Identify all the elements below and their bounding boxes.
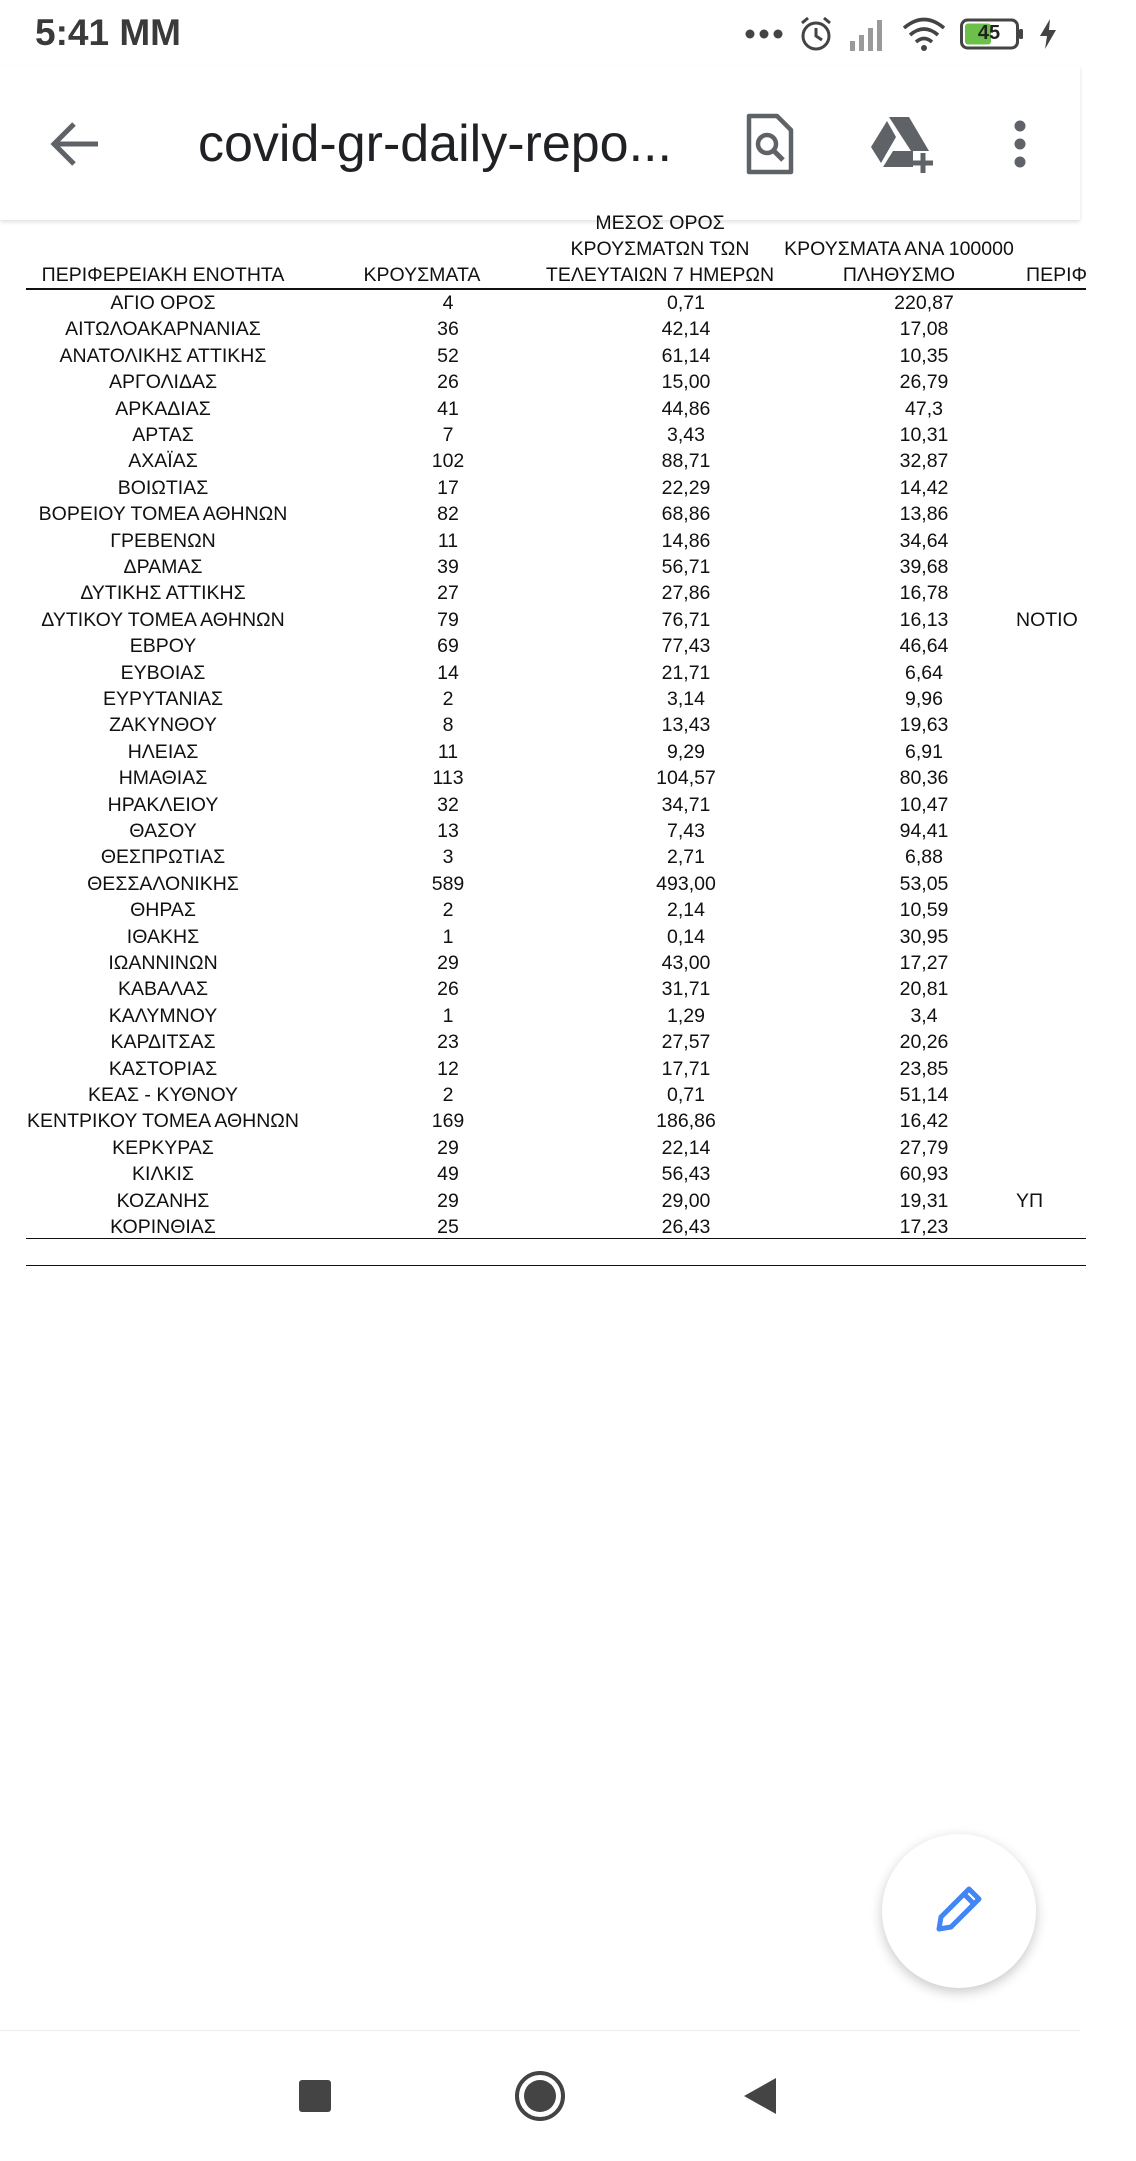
cases-cell: 169 (431, 1110, 465, 1133)
table-row (26, 1003, 1086, 1029)
edit-fab-button[interactable] (882, 1834, 1036, 1988)
table-row (26, 1082, 1086, 1108)
table-row (26, 976, 1086, 1002)
avg-cell: 68,86 (661, 503, 711, 526)
cases-cell: 29 (437, 1136, 459, 1159)
region-cell: ΔΡΑΜΑΣ (123, 556, 203, 578)
cases-cell: 36 (437, 318, 459, 341)
per100k-cell: 17,27 (899, 952, 949, 974)
region-cell: ΕΥΡΥΤΑΝΙΑΣ (102, 688, 224, 710)
table-bottom-line-2 (26, 1265, 1086, 1266)
avg-cell: 14,86 (661, 529, 711, 552)
add-to-drive-button[interactable] (862, 106, 942, 186)
cases-cell: 25 (437, 1216, 459, 1238)
search-document-icon (745, 114, 795, 179)
avg-cell: 493,00 (656, 872, 716, 895)
region-cell: ΘΗΡΑΣ (130, 899, 196, 922)
table-row (26, 712, 1086, 738)
app-bar (0, 66, 1080, 220)
avg-cell: 31,71 (661, 978, 711, 1001)
table-row (26, 1161, 1086, 1187)
region-cell: ΑΝΑΤΟΛΙΚΗΣ ΑΤΤΙΚΗΣ (59, 344, 267, 367)
cases-cell: 12 (437, 1057, 459, 1080)
table-row (26, 660, 1086, 686)
region-cell: ΚΑΣΤΟΡΙΑΣ (108, 1057, 218, 1080)
cases-cell: 39 (437, 556, 459, 578)
avg-cell: 0,71 (667, 292, 705, 314)
cases-cell: 41 (437, 397, 459, 420)
cases-cell: 17 (437, 476, 459, 499)
avg-cell: 186,86 (656, 1110, 716, 1133)
back-button[interactable] (40, 110, 112, 182)
per100k-cell: 6,91 (905, 740, 943, 763)
table-row (26, 765, 1086, 791)
region-cell: ΗΛΕΙΑΣ (127, 740, 199, 763)
region-cell: ΚΕΑΣ - ΚΥΘΝΟΥ (87, 1084, 239, 1106)
table-row (26, 554, 1086, 580)
per100k-cell: 6,88 (905, 846, 943, 869)
header-extra: ΠΕΡΙΦ (1026, 264, 1088, 286)
avg-cell: 44,86 (661, 397, 711, 420)
region-cell: ΘΕΣΣΑΛΟΝΙΚΗΣ (87, 872, 239, 895)
table-row (26, 1108, 1086, 1134)
region-cell: ΒΟΡΕΙΟΥ ΤΟΜΕΑ ΑΘΗΝΩΝ (38, 503, 288, 526)
system-nav-bar (0, 2030, 1080, 2161)
avg-cell: 13,43 (661, 714, 711, 737)
avg-cell: 9,29 (667, 740, 705, 763)
edit-pencil-icon (931, 1881, 987, 1942)
home-circle-icon (513, 2069, 567, 2128)
cases-cell: 23 (437, 1031, 459, 1054)
signal-icon (848, 17, 888, 51)
region-cell: ΚΑΛΥΜΝΟΥ (108, 1004, 218, 1027)
cases-cell: 1 (442, 925, 454, 948)
cases-cell: 589 (431, 872, 465, 895)
region-cell: ΚΟΖΑΝΗΣ (116, 1189, 210, 1212)
per100k-cell: 10,35 (899, 344, 949, 367)
region-cell: ΔΥΤΙΚΟΥ ΤΟΜΕΑ ΑΘΗΝΩΝ (41, 608, 285, 631)
cases-cell: 2 (442, 899, 454, 922)
region-cell: ΔΥΤΙΚΗΣ ΑΤΤΙΚΗΣ (80, 582, 246, 605)
region-cell: ΑΓΙΟ ΟΡΟΣ (110, 292, 216, 314)
region-cell: ΕΥΒΟΙΑΣ (120, 661, 206, 684)
region-cell: ΑΧΑΪΑΣ (128, 450, 198, 473)
cases-cell: 82 (437, 503, 459, 526)
cases-cell: 8 (442, 714, 454, 737)
region-cell: ΕΒΡΟΥ (129, 635, 197, 658)
table-row (26, 290, 1086, 316)
avg-cell: 17,71 (661, 1057, 711, 1080)
table-row (26, 897, 1086, 923)
charging-icon (1038, 18, 1058, 50)
battery-level: 45 (977, 22, 1001, 44)
table-row (26, 580, 1086, 606)
region-cell: ΗΡΑΚΛΕΙΟΥ (107, 793, 219, 816)
header-avg-line3: ΤΕΛΕΥΤΑΙΩΝ 7 ΗΜΕΡΩΝ (545, 264, 775, 286)
cases-cell: 1 (442, 1004, 454, 1027)
avg-cell: 43,00 (661, 952, 711, 974)
per100k-cell: 94,41 (899, 820, 949, 842)
per100k-cell: 30,95 (899, 925, 949, 948)
avg-cell: 3,14 (667, 688, 705, 710)
per100k-cell: 19,31 (899, 1189, 949, 1212)
cases-cell: 29 (437, 952, 459, 974)
per100k-cell: 39,68 (899, 556, 949, 578)
avg-cell: 3,43 (667, 424, 705, 446)
add-to-drive-icon (869, 115, 935, 178)
avg-cell: 61,14 (661, 344, 711, 367)
table-row (26, 369, 1086, 395)
per100k-cell: 80,36 (899, 767, 949, 790)
region-cell: ΗΜΑΘΙΑΣ (118, 767, 208, 790)
per100k-cell: 51,14 (899, 1084, 949, 1106)
table-row (26, 686, 1086, 712)
per100k-cell: 14,42 (899, 476, 949, 499)
region-cell: ΘΑΣΟΥ (129, 820, 197, 842)
table-row (26, 844, 1086, 870)
table-row (26, 950, 1086, 976)
cases-cell: 26 (437, 371, 459, 394)
table-row (26, 316, 1086, 342)
cases-cell: 79 (437, 608, 459, 631)
home-button[interactable] (505, 2063, 575, 2133)
region-cell: ΚΙΛΚΙΣ (132, 1163, 194, 1186)
document-view[interactable] (0, 212, 1088, 2022)
arrow-back-icon (50, 120, 102, 173)
cases-cell: 69 (437, 635, 459, 658)
avg-cell: 2,71 (667, 846, 705, 869)
region-cell: ΑΡΓΟΛΙΔΑΣ (108, 371, 218, 394)
avg-cell: 7,43 (667, 820, 705, 842)
region-cell: ΚΑΡΔΙΤΣΑΣ (110, 1031, 216, 1054)
table-row (26, 1056, 1086, 1082)
per100k-cell: 46,64 (899, 635, 949, 658)
more-options-button[interactable] (980, 106, 1060, 186)
region-cell: ΑΡΚΑΔΙΑΣ (115, 397, 211, 420)
avg-cell: 56,43 (661, 1163, 711, 1186)
avg-cell: 88,71 (661, 450, 711, 473)
table-row (26, 501, 1086, 527)
header-avg-line2: ΚΡΟΥΣΜΑΤΩΝ ΤΩΝ (570, 238, 750, 260)
document-title: covid-gr-daily-repo... (198, 115, 672, 173)
per100k-cell: 20,26 (899, 1031, 949, 1054)
table-row (26, 1135, 1086, 1161)
table-row (26, 633, 1086, 659)
header-per100k-line1: ΚΡΟΥΣΜΑΤΑ ΑΝΑ 100000 (784, 238, 1014, 260)
region-cell: ΚΑΒΑΛΑΣ (117, 978, 209, 1001)
region-cell: ΖΑΚΥΝΘΟΥ (109, 714, 217, 737)
cases-cell: 2 (442, 1084, 454, 1106)
cases-cell: 49 (437, 1163, 459, 1186)
avg-cell: 27,86 (661, 582, 711, 605)
per100k-cell: 20,81 (899, 978, 949, 1001)
region-cell: ΑΡΤΑΣ (132, 424, 194, 446)
per100k-cell: 19,63 (899, 714, 949, 737)
avg-cell: 29,00 (661, 1189, 711, 1212)
per100k-cell: 3,4 (910, 1004, 938, 1027)
extra-cell: ΝΟΤΙΟ (1016, 608, 1078, 631)
per100k-cell: 16,42 (899, 1110, 949, 1133)
avg-cell: 27,57 (661, 1031, 711, 1054)
per100k-cell: 32,87 (899, 450, 949, 473)
cases-cell: 7 (442, 424, 454, 446)
avg-cell: 22,14 (661, 1136, 711, 1159)
cases-cell: 3 (442, 846, 454, 869)
table-row (26, 343, 1086, 369)
per100k-cell: 10,47 (899, 793, 949, 816)
status-bar (0, 0, 1080, 66)
avg-cell: 42,14 (661, 318, 711, 341)
per100k-cell: 26,79 (899, 371, 949, 394)
recents-button[interactable] (280, 2063, 350, 2133)
avg-cell: 0,71 (667, 1084, 705, 1106)
per100k-cell: 13,86 (899, 503, 949, 526)
avg-cell: 1,29 (667, 1004, 705, 1027)
cases-cell: 14 (437, 661, 459, 684)
more-dots-icon (744, 28, 784, 40)
battery-icon (960, 18, 1024, 50)
region-cell: ΒΟΙΩΤΙΑΣ (117, 476, 209, 499)
region-cell: ΚΕΡΚΥΡΑΣ (112, 1136, 214, 1159)
status-icons (744, 14, 1058, 54)
per100k-cell: 16,78 (899, 582, 949, 605)
alarm-icon (798, 15, 834, 53)
avg-cell: 76,71 (661, 608, 711, 631)
per100k-cell: 60,93 (899, 1163, 949, 1186)
avg-cell: 15,00 (661, 371, 711, 394)
table-row (26, 396, 1086, 422)
region-cell: ΑΙΤΩΛΟΑΚΑΡΝΑΝΙΑΣ (65, 318, 261, 341)
status-time: 5:41 ΜΜ (35, 12, 181, 53)
table-row (26, 528, 1086, 554)
table-row (26, 422, 1086, 448)
per100k-cell: 27,79 (899, 1136, 949, 1159)
cases-cell: 32 (437, 793, 459, 816)
avg-cell: 21,71 (661, 661, 711, 684)
more-vert-icon (1013, 119, 1027, 174)
header-avg-line1: ΜΕΣΟΣ ΟΡΟΣ (595, 212, 725, 234)
per100k-cell: 53,05 (899, 872, 949, 895)
cases-cell: 113 (432, 767, 464, 790)
search-document-button[interactable] (730, 106, 810, 186)
wifi-icon (902, 17, 946, 51)
header-region: ΠΕΡΙΦΕΡΕΙΑΚΗ ΕΝΟΤΗΤΑ (41, 264, 285, 286)
cases-cell: 26 (437, 978, 459, 1001)
avg-cell: 2,14 (667, 899, 705, 922)
table-bottom-line (26, 1238, 1086, 1239)
header-cases: ΚΡΟΥΣΜΑΤΑ (363, 264, 481, 286)
table-row (26, 818, 1086, 844)
cases-cell: 27 (437, 582, 459, 605)
extra-cell: ΥΠ (1016, 1189, 1044, 1212)
avg-cell: 0,14 (667, 925, 705, 948)
cases-cell: 4 (442, 292, 454, 314)
per100k-cell: 17,23 (899, 1216, 949, 1238)
region-cell: ΙΩΑΝΝΙΝΩΝ (108, 952, 218, 974)
per100k-cell: 47,3 (905, 397, 943, 420)
cases-cell: 11 (437, 529, 459, 552)
region-cell: ΙΘΑΚΗΣ (126, 925, 200, 948)
cases-cell: 102 (431, 450, 465, 473)
avg-cell: 22,29 (661, 476, 711, 499)
avg-cell: 77,43 (661, 635, 711, 658)
per100k-cell: 17,08 (899, 318, 949, 341)
per100k-cell: 34,64 (899, 529, 949, 552)
per100k-cell: 220,87 (894, 292, 954, 314)
table-row (26, 924, 1086, 950)
header-per100k-line2: ΠΛΗΘΥΣΜΟ (842, 264, 956, 286)
region-cell: ΓΡΕΒΕΝΩΝ (110, 529, 216, 552)
avg-cell: 34,71 (661, 793, 711, 816)
table-row (26, 1214, 1086, 1240)
per100k-cell: 10,59 (899, 899, 949, 922)
table-row (26, 448, 1086, 474)
avg-cell: 104,57 (656, 767, 716, 790)
cases-cell: 13 (437, 820, 459, 842)
cases-cell: 11 (437, 740, 459, 763)
region-cell: ΘΕΣΠΡΩΤΙΑΣ (100, 846, 226, 869)
table-row (26, 792, 1086, 818)
table-row (26, 871, 1086, 897)
cases-cell: 2 (442, 688, 454, 710)
per100k-cell: 6,64 (905, 661, 943, 684)
avg-cell: 56,71 (661, 556, 711, 578)
recents-square-icon (298, 2079, 332, 2118)
region-cell: ΚΕΝΤΡΙΚΟΥ ΤΟΜΕΑ ΑΘΗΝΩΝ (27, 1110, 299, 1133)
table-row (26, 475, 1086, 501)
region-cell: ΚΟΡΙΝΘΙΑΣ (110, 1216, 216, 1238)
cases-cell: 52 (437, 344, 459, 367)
table-row (26, 1188, 1086, 1214)
avg-cell: 26,43 (661, 1216, 711, 1238)
cases-cell: 29 (437, 1189, 459, 1212)
table-row (26, 607, 1086, 633)
per100k-cell: 23,85 (899, 1057, 949, 1080)
back-triangle-icon (742, 2076, 778, 2121)
per100k-cell: 10,31 (899, 424, 949, 446)
per100k-cell: 9,96 (905, 688, 943, 710)
back-nav-button[interactable] (725, 2063, 795, 2133)
table-row (26, 739, 1086, 765)
per100k-cell: 16,13 (899, 608, 949, 631)
table-row (26, 1029, 1086, 1055)
